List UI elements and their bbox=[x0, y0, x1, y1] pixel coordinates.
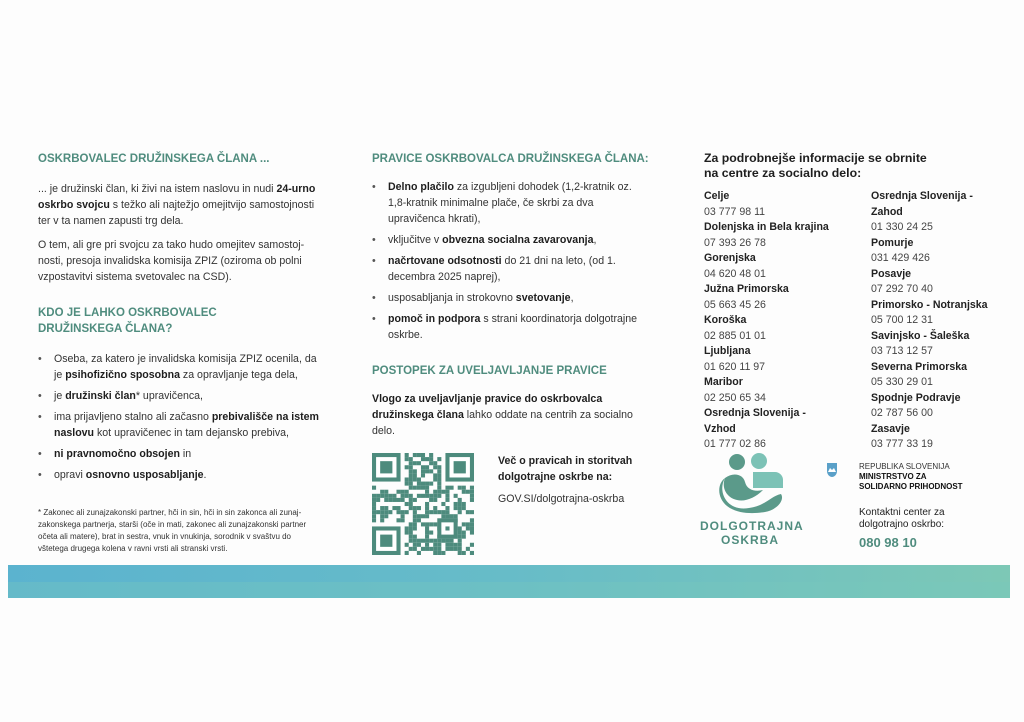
contact-center-phone[interactable]: 080 98 10 bbox=[859, 535, 917, 550]
footnote: * Zakonec ali zunajzakonski partner, hči in sin, hči in sin zakonca ali zunaj-zakonskega partnerja, starši (oče in mati, zakonec ali zunajzakonski partner očeta ali matere), brat in sestra, vnuk in vnukinja, sorodnik v svaštvu do vštetega drugega kolena v ravni vrsti ali stranski vrsti. bbox=[38, 508, 307, 553]
contact-name: Osrednja Slovenija - Zahod bbox=[871, 190, 973, 218]
text-segment: za opravljanje tega dela, bbox=[179, 369, 298, 381]
contact-entry bbox=[704, 189, 837, 220]
ministry-line3: SOLIDARNO PRIHODNOST bbox=[859, 482, 963, 491]
contact-entry bbox=[704, 375, 837, 406]
text-segment: Oseba, za katero je invalidska komisija ZPIZ ocenila, da je bbox=[54, 353, 317, 381]
ministry-line2: MINISTRSTVO ZA bbox=[859, 472, 927, 481]
contact-entry bbox=[704, 220, 837, 251]
contact-phone[interactable]: 03 777 98 11 bbox=[704, 205, 766, 218]
column-contacts bbox=[704, 151, 1004, 453]
bold-text: osnovno usposabljanje bbox=[85, 469, 204, 481]
contact-phone[interactable]: 07 393 26 78 bbox=[704, 236, 766, 249]
ministry-line1: REPUBLIKA SLOVENIJA bbox=[859, 462, 950, 471]
contact-entry bbox=[704, 313, 837, 344]
rights-list bbox=[372, 179, 652, 343]
contact-name: Južna Primorska bbox=[704, 283, 789, 295]
bold-text: svetovanje bbox=[515, 292, 571, 304]
eligibility-list bbox=[38, 351, 322, 483]
text-segment: ima prijavljeno stalno ali začasno bbox=[54, 411, 212, 423]
coat-of-arms-icon bbox=[826, 462, 838, 478]
bold-text: prebivališče na istem naslovu bbox=[54, 411, 319, 439]
list-item bbox=[372, 253, 652, 285]
text-segment: ... je družinski član, ki živi na istem naslovu in nudi bbox=[38, 183, 277, 195]
column-caregiver bbox=[38, 151, 322, 555]
contact-entry bbox=[871, 391, 1004, 422]
contact-name: Maribor bbox=[704, 376, 743, 388]
more-info-title: Več o pravicah in storitvah dolgotrajne oskrbe na: bbox=[498, 455, 633, 483]
column-rights bbox=[372, 151, 652, 555]
bold-text: 24-urno oskrbo svojcu bbox=[38, 183, 316, 211]
bold-text: načrtovane odsotnosti bbox=[388, 255, 502, 267]
contacts-heading: Za podrobnejše informacije se obrnite na centre za socialno delo: bbox=[704, 151, 927, 180]
contact-entry bbox=[871, 298, 1004, 329]
text-segment: , bbox=[593, 234, 597, 246]
contact-entry bbox=[704, 282, 837, 313]
text-segment: lahko oddate na centrih za socialno delo. bbox=[372, 409, 633, 437]
contact-phone[interactable]: 01 777 02 86 bbox=[704, 438, 766, 450]
bold-text: pomoč in podpora bbox=[388, 313, 481, 325]
procedure-paragraph bbox=[372, 391, 652, 439]
intro-paragraph bbox=[38, 181, 322, 229]
contact-name: Spodnje Podravje bbox=[871, 391, 961, 404]
text-segment: , bbox=[570, 292, 574, 304]
bold-text: družinski član bbox=[65, 390, 136, 402]
contact-phone[interactable]: 02 250 65 34 bbox=[704, 391, 766, 404]
text-segment: s strani koordinatorja dolgotrajne oskrbe. bbox=[388, 313, 638, 341]
contact-entry bbox=[871, 189, 1004, 236]
list-item bbox=[38, 467, 322, 483]
text-segment: je bbox=[54, 390, 66, 402]
contact-entry bbox=[871, 236, 1004, 267]
contact-phone[interactable]: 01 620 11 97 bbox=[704, 360, 766, 373]
contact-name: Dolenjska in Bela krajina bbox=[704, 221, 829, 233]
contact-phone[interactable]: 02 787 56 00 bbox=[871, 407, 933, 419]
contact-entry bbox=[704, 251, 837, 282]
bold-text: Delno plačilo bbox=[388, 181, 454, 193]
contact-name: Savinjsko - Šaleška bbox=[871, 329, 970, 342]
list-item bbox=[38, 351, 322, 383]
logo-text-line2: OSKRBA bbox=[720, 533, 779, 547]
bold-text: ni pravnomočno obsojen bbox=[54, 448, 180, 460]
contact-entry bbox=[871, 267, 1004, 298]
dolgotrajna-oskrba-logo bbox=[700, 452, 804, 547]
ministry-block bbox=[859, 462, 963, 492]
contact-phone[interactable]: 01 330 24 25 bbox=[871, 221, 933, 233]
contact-entry bbox=[871, 329, 1004, 360]
text-segment: za izgubljeni dohodek (1,2-kratnik oz. 1,8-kratnik minimalne plače, če skrbi za dva upravičenca hkrati), bbox=[388, 181, 632, 225]
contact-phone[interactable]: 05 700 12 31 bbox=[871, 314, 933, 326]
text-segment: opravi bbox=[54, 469, 86, 481]
bold-text: obvezna socialna zavarovanja bbox=[442, 234, 594, 246]
contacts-left bbox=[704, 189, 837, 453]
contact-phone[interactable]: 02 885 01 01 bbox=[704, 329, 766, 342]
heading-caregiver: OSKRBOVALEC DRUŽINSKEGA ČLANA ... bbox=[38, 153, 270, 165]
contact-name: Osrednja Slovenija - Vzhod bbox=[704, 407, 806, 435]
contact-phone[interactable]: 031 429 426 bbox=[871, 252, 930, 264]
text-segment: s težko ali najtežjo omejitvijo samostojnosti ter v ta namen zapusti trg dela. bbox=[38, 199, 315, 227]
contact-phone[interactable]: 03 713 12 57 bbox=[871, 345, 933, 357]
contact-entry bbox=[704, 344, 837, 375]
contact-name: Pomurje bbox=[871, 236, 914, 249]
heading-who-can: KDO JE LAHKO OSKRBOVALEC DRUŽINSKEGA ČLANA? bbox=[38, 307, 217, 335]
bold-text: Vlogo za uveljavljanje pravice do oskrbovalca družinskega člana bbox=[372, 393, 603, 421]
list-item bbox=[38, 409, 322, 441]
text-segment: do 21 dni na leto, (od 1. decembra 2025 naprej), bbox=[388, 255, 616, 283]
contact-phone[interactable]: 03 777 33 19 bbox=[871, 438, 933, 450]
contact-name: Primorsko - Notranjska bbox=[871, 298, 988, 311]
text-segment: in bbox=[179, 448, 192, 460]
list-item bbox=[372, 179, 652, 227]
list-item bbox=[372, 290, 652, 306]
contact-name: Koroška bbox=[704, 314, 747, 326]
text-segment: O tem, ali gre pri svojcu za tako hudo omejitev samostoj-nosti, presoja invalidska komisija ZPIZ (oziroma ob polni vzpostavitvi sistema svetovalec na CSD). bbox=[38, 239, 305, 283]
text-segment: kot upravičenec in tam dejansko prebiva, bbox=[94, 427, 289, 439]
text-segment: * upravičenca, bbox=[135, 390, 203, 402]
more-info-link[interactable]: GOV.SI/dolgotrajna-oskrba bbox=[498, 493, 625, 505]
bold-text: psihofizično sposobna bbox=[65, 369, 180, 381]
text-segment: . bbox=[203, 469, 207, 481]
contact-name: Posavje bbox=[871, 267, 912, 280]
contact-name: Ljubljana bbox=[704, 345, 751, 357]
contact-entry bbox=[871, 360, 1004, 391]
contact-name: Severna Primorska bbox=[871, 360, 967, 373]
list-item bbox=[372, 232, 652, 248]
text-segment: vključitve v bbox=[388, 234, 443, 246]
contact-name: Celje bbox=[704, 190, 730, 202]
logo-figures-icon bbox=[715, 452, 785, 514]
contact-name: Zasavje bbox=[871, 422, 910, 435]
text-segment: usposabljanja in strokovno bbox=[388, 292, 516, 304]
contact-phone[interactable]: 05 330 29 01 bbox=[871, 376, 933, 388]
contact-entry bbox=[871, 422, 1004, 453]
contact-phone[interactable]: 07 292 70 40 bbox=[871, 283, 933, 295]
contact-name: Gorenjska bbox=[704, 252, 756, 264]
heading-rights: PRAVICE OSKRBOVALCA DRUŽINSKEGA ČLANA: bbox=[372, 153, 649, 165]
contacts-right bbox=[871, 189, 1004, 453]
contact-phone[interactable]: 04 620 48 01 bbox=[704, 267, 766, 280]
assessment-paragraph bbox=[38, 237, 322, 285]
contact-phone[interactable]: 05 663 45 26 bbox=[704, 298, 766, 311]
list-item bbox=[372, 311, 652, 343]
heading-procedure: POSTOPEK ZA UVELJAVLJANJE PRAVICE bbox=[372, 365, 607, 377]
decorative-band bbox=[8, 565, 1010, 598]
list-item bbox=[38, 388, 322, 404]
contact-center-label: Kontaktni center za dolgotrajno oskrbo: bbox=[859, 507, 945, 530]
list-item bbox=[38, 446, 322, 462]
qr-code[interactable] bbox=[372, 453, 474, 555]
contact-entry bbox=[704, 406, 837, 453]
logo-text-line1: DOLGOTRAJNA bbox=[700, 519, 804, 533]
